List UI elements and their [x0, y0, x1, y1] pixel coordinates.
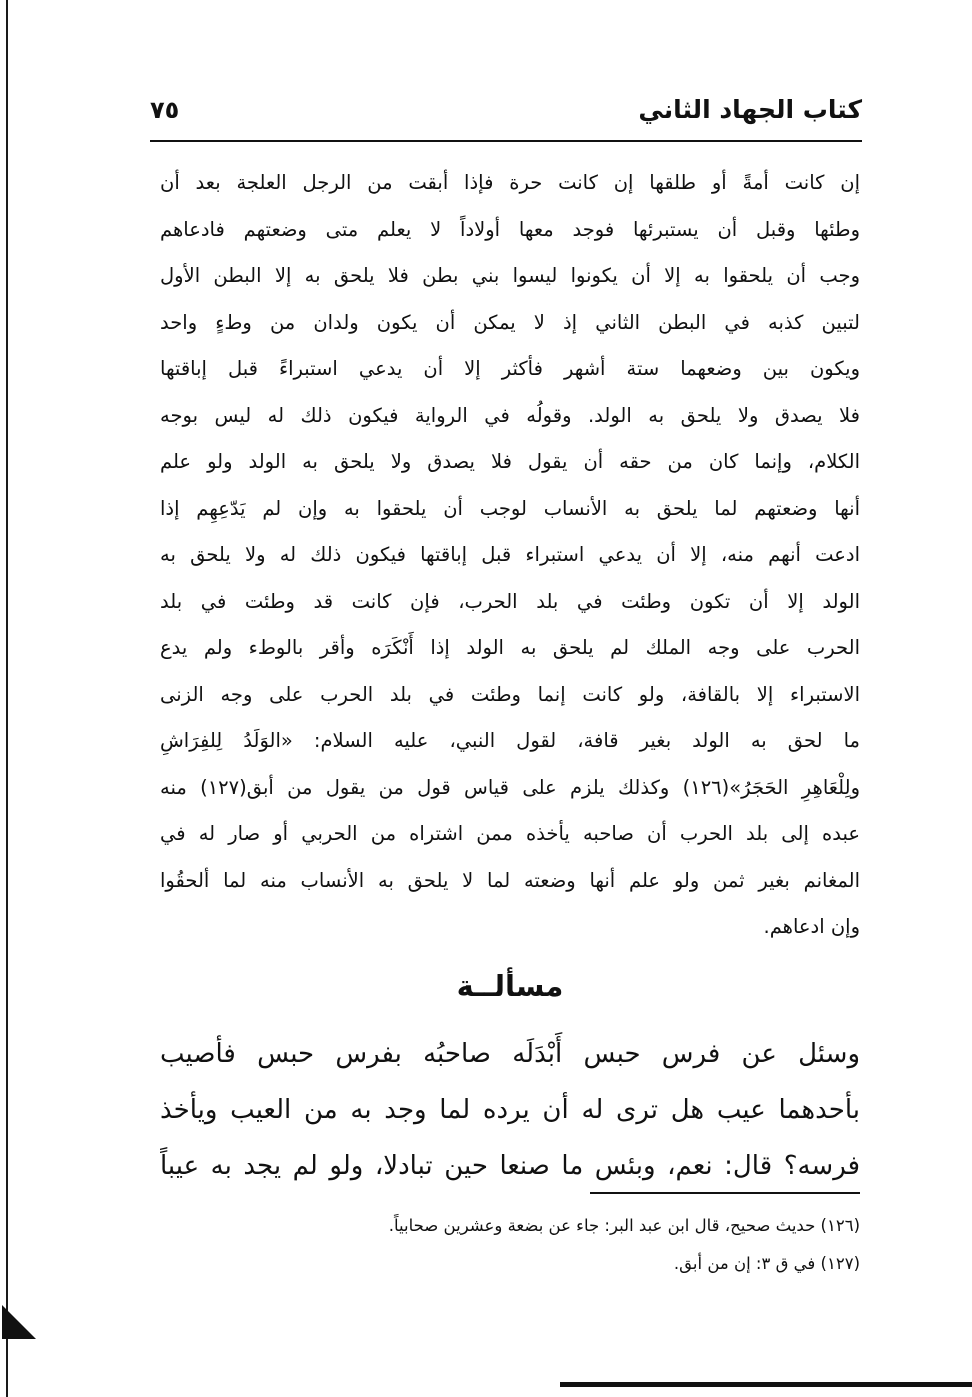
section-title: مسألــة [456, 969, 564, 1003]
text-line: فلا يصدق ولا يلحق به الولد. وقولُه في الرواية فيكون ذلك له ليس بوجه [160, 403, 860, 427]
page-number: ٧٥ [150, 96, 180, 124]
text-line: ادعت أنهم منه، إلا أن يدعي استبراء قبل إباقتها فيكون ذلك له ولا يلحق به [160, 543, 860, 566]
bottom-scan-bar [560, 1382, 972, 1387]
text-line: لتبين كذبه في البطن الثاني إذ لا يمكن أن يكون ولدان من وطءٍ واحد [160, 310, 860, 334]
footnotes [160, 1207, 860, 1283]
main-text [160, 160, 860, 951]
question-line: فرسه؟ قال: نعم، وبئس ما صنعا حين تبادلا، ولو لم يجد به عيباً [160, 1151, 860, 1181]
question-text [160, 1026, 860, 1194]
text-line: وطئها وقبل أن يستبرئها فوجد معها أولاداً لا يعلم متى وضعتهم فادعاهم [160, 217, 860, 241]
text-line: ما لحق به الولد بغير قافة، لقول النبي، عليه السلام: «الوَلَدُ لِلفِرَاشِ [160, 729, 860, 752]
page-left-edge [6, 0, 8, 1397]
text-line: الولد إلا أن تكون وطئت في بلد الحرب، فإن كانت قد وطئت في بلد [160, 589, 860, 613]
running-title: كتاب الجهاد الثاني [638, 95, 862, 124]
corner-triangle-mark [2, 1305, 36, 1339]
page-header [150, 92, 862, 136]
header-rule [150, 140, 862, 142]
text-line-last: وإن ادعاهم. [763, 915, 860, 938]
footnote-126: (١٢٦) حديث صحيح، قال ابن عبد البر: جاء عن بضعة وعشرين صحابياً. [388, 1216, 860, 1235]
text-line: الكلام، وإنما كان من حقه أن يقول فلا يصدق ولا يلحق به الولد ولو علم [160, 450, 860, 473]
text-line: وجب أن يلحقوا به إلا أن يكونوا ليسوا بني بطن فلا يلحق به إلا البطن الأول [160, 264, 860, 287]
question-line: وسئل عن فرس حبس أَبْدَلَه صاحبُه بفرس حبس فأصيب [160, 1039, 860, 1069]
footnote-rule [590, 1192, 860, 1194]
text-line: أنها وضعتهم لما يلحق به الأنساب لوجب أن يلحقوا به وإن لم يَدّعِهِم إذا [160, 496, 860, 520]
question-line: بأحدهما عيب هل ترى له أن يرده لما وجد به من العيب ويأخذ [160, 1095, 860, 1125]
text-line: ويكون بين وضعهما ستة أشهر فأكثر إلا أن يدعي استبراءً قبل إباقتها [160, 357, 860, 380]
text-line: عبده إلى بلد الحرب أن صاحبه يأخذه ممن اشتراه من الحربي أو صار له في [160, 822, 860, 845]
text-line: المغانم بغير ثمن ولو علم أنها وضعته لما لا يلحق به الأنساب منه لما ألحقُوا [160, 868, 860, 892]
text-line: ولِلْعَاهِرِ الحَجَرُ»(١٢٦) وكذلك يلزم على قياس قول من يقول من أبق(١٢٧) منه [160, 775, 860, 799]
text-line: الحرب على وجه الملك لم يلحق به الولد إذا أَنْكَرَه وأقر بالوطء ولم يدع [160, 636, 860, 659]
text-line: إن كانت أمةً أو طلقها إن كانت حرة فإذا أبقت من الرجل العلجة بعد أن [160, 171, 860, 194]
footnote-127: (١٢٧) في ق ٣: إن من أبق. [673, 1254, 860, 1273]
text-line: الاستبراء إلا بالقافة، ولو كانت إنما وطئت في بلد الحرب على وجه الزنى [160, 682, 860, 706]
